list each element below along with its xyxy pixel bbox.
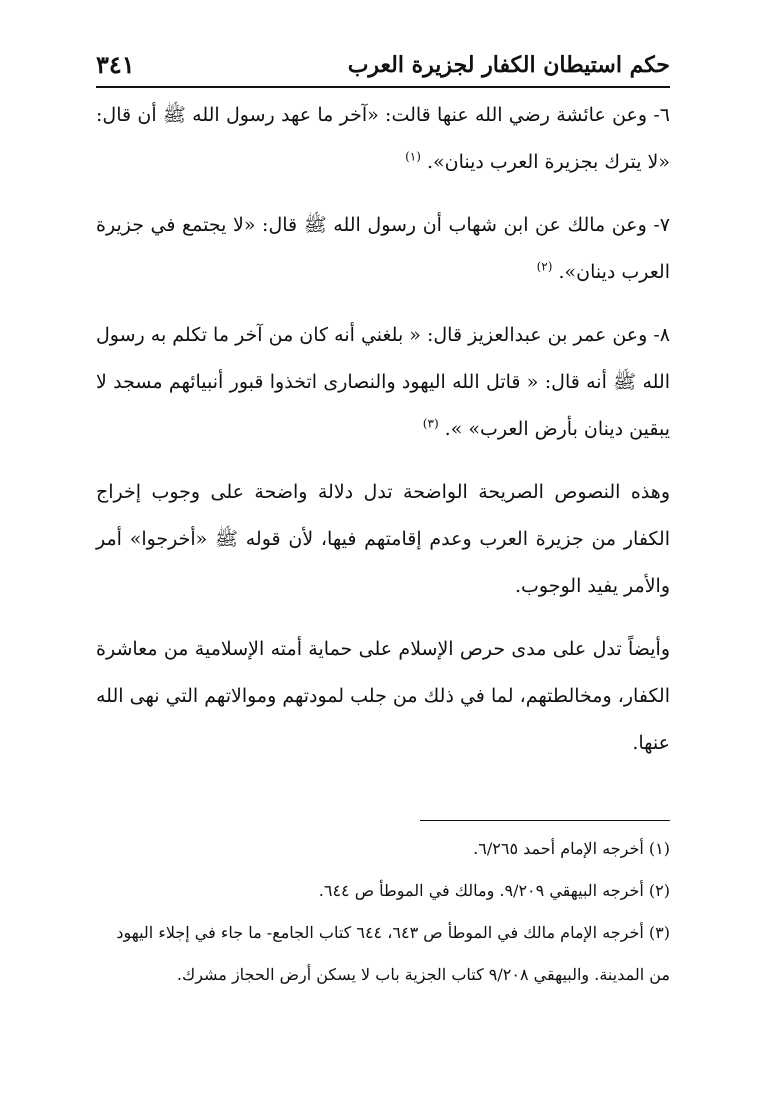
header-divider (96, 86, 670, 88)
paragraph-hadith-8 (96, 312, 670, 453)
paragraph-hadith-7 (96, 202, 670, 296)
paragraph-commentary-1 (96, 469, 670, 610)
paragraph-text: ٦- وعن عائشة رضي الله عنها قالت: «آخر ما عهد رسول الله ﷺ أن قال: «لا يترك بجزيرة العرب دينان». (96, 104, 670, 173)
paragraph-text: ٨- وعن عمر بن عبدالعزيز قال: « بلغني أنه كان من آخر ما تكلم به رسول الله ﷺ أنه قال: « قاتل الله اليهود والنصارى اتخذوا قبور أنبيائهم مسجد لا يبقين دينان بأرض العرب» ». (96, 324, 670, 440)
page-number: ٣٤١ (96, 50, 135, 79)
running-title: حكم استيطان الكفار لجزيرة العرب (347, 52, 670, 78)
footnote-ref: (٢) (536, 259, 553, 274)
paragraph-text: وأيضاً تدل على مدى حرص الإسلام على حماية أمته الإسلامية من معاشرة الكفار، ومخالطتهم، لما في ذلك من جلب لمودتهم وموالاتهم التي نهى الله عنها. (96, 638, 670, 754)
footnote-1: (١) أخرجه الإمام أحمد ٦/٢٦٥. (473, 839, 670, 858)
paragraph-text: ٧- وعن مالك عن ابن شهاب أن رسول الله ﷺ قال: «لا يجتمع في جزيرة العرب دينان». (96, 214, 670, 283)
footnote-divider (420, 820, 670, 821)
paragraph-text: وهذه النصوص الصريحة الواضحة تدل دلالة واضحة على وجوب إخراج الكفار من جزيرة العرب وعدم إقامتهم فيها، لأن قوله ﷺ «أخرجوا» أمر والأمر يفيد الوجوب. (96, 481, 670, 597)
main-text (96, 92, 670, 783)
footnotes (96, 828, 670, 996)
footnote-ref: (٣) (422, 416, 439, 431)
footnote-ref: (١) (405, 149, 421, 164)
footnote-2: (٢) أخرجه البيهقي ٩/٢٠٩. ومالك في الموطأ ص ٦٤٤. (318, 881, 670, 900)
page-header (96, 48, 670, 88)
paragraph-hadith-6 (96, 92, 670, 186)
footnote-3: (٣) أخرجه الإمام مالك في الموطأ ص ٦٤٣، ٦٤٤ كتاب الجامع- ما جاء في إجلاء اليهود من المدينة. والبيهقي ٩/٢٠٨ كتاب الجزية باب لا يسكن أرض الحجاز مشرك. (116, 923, 670, 984)
paragraph-commentary-2 (96, 626, 670, 767)
